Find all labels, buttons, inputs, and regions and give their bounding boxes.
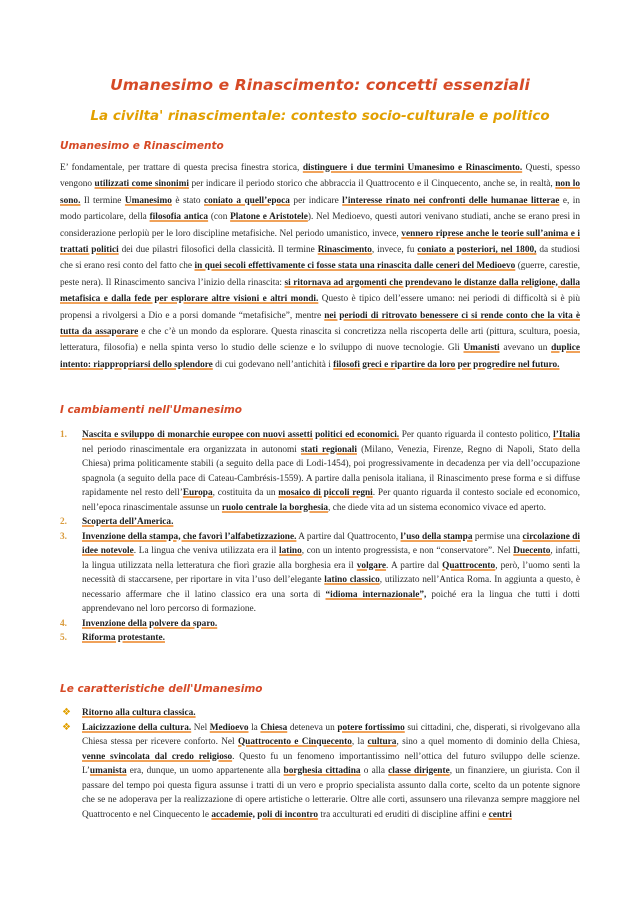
text-run: , che diede vita ad un sistema economico vivace ed aperto.: [328, 502, 546, 513]
feature-item: [60, 706, 580, 721]
highlighted-phrase: Umanisti: [463, 343, 500, 354]
changes-list: [60, 428, 580, 646]
change-item: [60, 530, 580, 617]
highlighted-phrase: Nascita e sviluppo di monarchie europee con nuovi assetti politici ed economici.: [82, 430, 400, 440]
intro-paragraph: [60, 160, 580, 373]
highlighted-phrase: Laicizzazione della cultura.: [82, 722, 192, 733]
highlighted-phrase: Umanesimo: [124, 195, 172, 206]
feature-item: [60, 721, 580, 823]
section-heading-cambiamenti: I cambiamenti nell'Umanesimo: [60, 404, 242, 416]
highlighted-phrase: Scoperta dell’America.: [82, 517, 174, 527]
text-run: sui cittadini, che, disperati, si rivolgevano alla Chiesa stessa per ricevere conforto. Nel: [82, 722, 581, 747]
highlighted-phrase: l’interesse rinato nei confronti delle humanae litterae: [342, 195, 560, 206]
text-run: e che c’è un mondo da esplorare. Questa rinascita si concretizza nella riscoperta delle arti (pittura, scultura, poesia, letteratura, filosofia) e nella spinta verso lo studio delle scienze e lo sviluppo di nuove tecnologie. Gli: [60, 327, 580, 354]
text-run: Questi, spesso vengono: [60, 163, 580, 190]
highlighted-phrase: centri: [488, 809, 512, 820]
highlighted-phrase: Duecento: [513, 546, 551, 556]
text-run: o alla: [360, 766, 389, 776]
change-item: [60, 515, 580, 530]
text-run: tra acculturati ed eruditi di discipline affini e: [318, 809, 489, 820]
text-run: . Per quanto riguarda il contesto sociale ed economico, nell’epoca rinascimentale assunse un: [82, 488, 580, 513]
highlighted-phrase: coniato a posteriori, nel 1800,: [417, 245, 537, 256]
text-run: Il termine: [80, 195, 125, 206]
highlighted-phrase: si ritornava ad argomenti che prendevano le distanze dalla religione, dalla metafisica e dalla fede per esplorare altre visioni e altri mondi.: [60, 277, 580, 305]
text-run: è stato: [171, 195, 204, 206]
diamond-bullet-icon: ❖: [62, 707, 71, 718]
change-item: [60, 631, 580, 646]
highlighted-phrase: non lo sono.: [60, 179, 580, 206]
text-run: era, dunque, un uomo appartenente alla: [126, 766, 284, 776]
highlighted-phrase: venne svincolata dal credo religioso: [82, 751, 233, 762]
text-run: permise una: [472, 531, 523, 542]
highlighted-phrase: l’uso della stampa: [400, 531, 473, 542]
highlighted-phrase: Quattrocento e Cinquecento: [237, 737, 352, 747]
highlighted-phrase: Ritorno alla cultura classica.: [82, 708, 196, 718]
highlighted-phrase: latino: [279, 546, 302, 556]
text-run: di cui godevano nell’antichità i: [212, 359, 334, 370]
list-number: 2.: [60, 517, 67, 527]
text-run: (Milano, Venezia, Firenze, Regno di Napoli, Stato della Chiesa) prima politicamente stabili (a seguito della pace di Lodi-1454), poi progressivamente in decadenza per via dell’occupazione spagnola (a seguito della pace di Cateau-Cambrésis-1559). A partire dalla penisola italiana, il Rinascimento prese forma e si diffuse rapidamente nel resto dell’: [82, 444, 580, 498]
list-number: 3.: [60, 531, 67, 542]
text-run: (con: [208, 212, 231, 223]
highlighted-phrase: vennero riprese anche le teorie sull’anima e i trattati politici: [60, 228, 580, 256]
highlighted-phrase: duplice intento: riappropriarsi dello splendore: [60, 343, 580, 370]
text-run: Nel: [191, 722, 210, 733]
text-run: . A partire dal: [386, 560, 443, 571]
text-run: da studiosi che si erano resi conto del fatto che: [60, 245, 581, 272]
text-run: . La lingua che veniva utilizzata era il: [133, 546, 280, 556]
text-run: (guerre, carestie, peste nera). Il Rinascimento sanciva l’inizio della rinascita:: [60, 261, 580, 288]
highlighted-phrase: mosaico di piccoli regni: [278, 488, 373, 498]
highlighted-phrase: accademie, poli di incontro: [211, 809, 319, 820]
text-run: poiché era la lingua che tutti i dotti apprendevano nel loro percorso di formazione.: [82, 589, 580, 614]
highlighted-phrase: umanista: [89, 766, 127, 776]
text-run: nel periodo rinascimentale era organizzata in autonomi: [82, 444, 301, 455]
highlighted-phrase: l’Italia: [553, 430, 580, 440]
text-run: dei due pilastri filosofici della classicità. Il termine: [118, 245, 318, 256]
text-run: per indicare il periodo storico che abbraccia il Quattrocento e il Cinquecento, anche se, in realtà,: [188, 179, 556, 190]
highlighted-phrase: in quei secoli effettivamente ci fosse stata una rinascita dalle ceneri del Medioevo: [194, 261, 516, 272]
highlighted-phrase: borghesia cittadina: [283, 766, 361, 776]
text-run: la: [248, 722, 261, 733]
highlighted-phrase: coniato a quell’epoca: [204, 195, 290, 206]
change-item: [60, 428, 580, 515]
text-run: e, in modo particolare, della: [60, 195, 580, 223]
section-heading-umanesimo-rinascimento: Umanesimo e Rinascimento: [60, 140, 224, 152]
text-run: Per quanto riguarda il contesto politico,: [399, 430, 554, 440]
section-heading-caratteristiche: Le caratteristiche dell'Umanesimo: [60, 683, 263, 695]
highlighted-phrase: filosofia antica: [149, 212, 209, 223]
list-number: 1.: [60, 430, 67, 440]
text-run: , costituita da un: [212, 488, 279, 498]
features-list: [60, 706, 580, 822]
highlighted-phrase: Invenzione della stampa, che favorì l’alfabetizzazione.: [82, 531, 297, 542]
text-run: avevano un: [499, 343, 552, 354]
highlighted-phrase: nei periodi di ritrovato benessere ci si rende conto che la vita è tutta da assaporare: [60, 310, 581, 338]
highlighted-phrase: classe dirigente: [388, 766, 450, 776]
text-run: ). Nel Medioevo, questi autori venivano studiati, anche se erano presi in considerazione perlopiù per le loro discipline metafisiche. Nel periodo umanistico, invece,: [60, 212, 580, 239]
text-run: A partire dal Quattrocento,: [296, 531, 401, 542]
text-run: , la: [351, 737, 368, 747]
highlighted-phrase: distinguere i due termini Umanesimo e Rinascimento.: [302, 163, 523, 173]
text-run: , però, l’uomo sentì la necessità di staccarsene, per riportare in vita l’uso dell’elegante: [82, 560, 580, 585]
text-run: E’ fondamentale, per trattare di questa precisa finestra storica,: [60, 163, 303, 173]
text-run: , con un intento progressista, e non “conservatore”. Nel: [301, 546, 514, 556]
highlighted-phrase: Platone e Aristotele: [230, 212, 308, 223]
highlighted-phrase: Europa: [182, 488, 213, 498]
text-run: . Questo fu un fenomeno importantissimo nell’ottica del futuro sviluppo delle scienze. L’: [82, 751, 580, 776]
highlighted-phrase: Chiesa: [260, 722, 288, 733]
text-run: Questo è tipico dell’essere umano: nei periodi di difficoltà si è più propensi a rivolgersi a Dio e a porsi domande “metafisiche”, mentre: [60, 294, 580, 321]
page-title: Umanesimo e Rinascimento: concetti essenziali: [110, 76, 530, 94]
highlighted-phrase: utilizzati come sinonimi: [94, 179, 189, 190]
highlighted-phrase: Invenzione della polvere da sparo.: [82, 618, 218, 629]
highlighted-phrase: filosofi greci e ripartire da loro per progredire nel futuro.: [333, 359, 560, 370]
highlighted-phrase: ruolo centrale la borghesia: [221, 502, 329, 513]
diamond-bullet-icon: ❖: [62, 721, 71, 733]
list-number: 4.: [60, 618, 67, 629]
change-item: [60, 617, 580, 632]
highlighted-phrase: cultura: [367, 737, 397, 747]
highlighted-phrase: Medioevo: [209, 722, 249, 733]
list-number: 5.: [60, 633, 67, 643]
text-run: , sino a quel momento di dominio della Chiesa,: [396, 737, 580, 747]
page-subtitle: La civilta' rinascimentale: contesto socio-culturale e politico: [90, 108, 550, 124]
highlighted-phrase: circolazione di idee notevole: [82, 531, 580, 556]
highlighted-phrase: volgare: [356, 560, 387, 571]
highlighted-phrase: stati regionali: [300, 444, 357, 455]
highlighted-phrase: Riforma protestante.: [82, 633, 165, 643]
text-run: deteneva un: [287, 722, 338, 733]
text-run: per indicare: [289, 195, 343, 206]
text-run: , invece, fu: [371, 245, 418, 256]
text-run: , un finanziere, un giurista. Con il passare del tempo poi questa figura assunse i tratti di un vero e proprio specialista assunto dalla corte, scelto da un potente signore che se ne adoperava per la realizzazione di opere artistiche o letterarie. Oltre alle corti, assunsero una rilevanza sempre maggiore nel Quattrocento e nel Cinquecento le: [82, 766, 580, 820]
highlighted-phrase: latino classico: [324, 575, 380, 585]
text-run: , utilizzato nell’Antica Roma. In aggiunta a questo, è necessario affermare che il latino classico era una sorta di: [82, 575, 580, 600]
highlighted-phrase: Quattrocento: [442, 560, 496, 571]
highlighted-phrase: potere fortissimo: [337, 722, 405, 733]
highlighted-phrase: Rinascimento: [317, 245, 372, 256]
highlighted-phrase: “idioma internazionale”,: [325, 589, 427, 600]
text-run: , infatti, la lingua utilizzata nella letteratura che fiorì grazie alla borghesia era il: [82, 546, 580, 571]
